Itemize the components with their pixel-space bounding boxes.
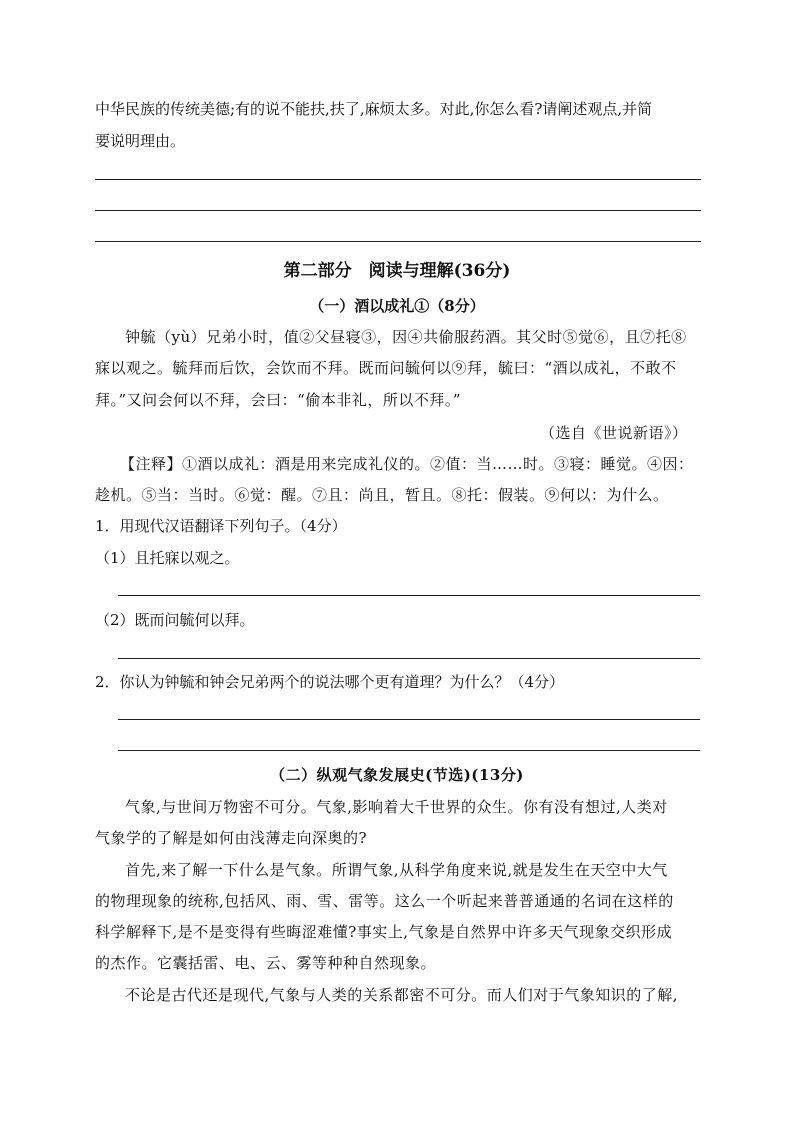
answer-line[interactable] xyxy=(118,658,700,659)
passage-source: （选自《世说新语》） xyxy=(540,424,688,442)
answer-line[interactable] xyxy=(95,241,701,242)
passage-line: 寐以观之。毓拜而后饮，会饮而不拜。既而问毓何以⑨拜，毓曰：“酒以成礼，不敢不 xyxy=(95,359,677,377)
answer-line[interactable] xyxy=(118,719,700,720)
paragraph-line: 不论是古代还是现代,气象与人类的关系都密不可分。而人们对于气象知识的了解, xyxy=(125,986,679,1004)
intro-line-1: 中华民族的传统美德;有的说不能扶,扶了,麻烦太多。对此,你怎么看?请阐述观点,并简 xyxy=(95,100,653,118)
paragraph-line: 气象学的了解是如何由浅薄走向深奥的? xyxy=(95,829,368,847)
section-title: （一）酒以成礼①（8分） xyxy=(309,297,485,315)
answer-line[interactable] xyxy=(118,750,700,751)
question-1: 1．用现代汉语翻译下列句子。（4分） xyxy=(95,517,347,535)
paragraph-line: 气象,与世间万物密不可分。气象,影响着大千世界的众生。你有没有想过,人类对 xyxy=(125,798,668,816)
question-1-2: （2）既而问毓何以拜。 xyxy=(95,611,255,629)
part-title: 第二部分 阅读与理解(36分) xyxy=(283,261,511,281)
answer-line[interactable] xyxy=(118,595,700,596)
paragraph-line: 科学解释下,是不是变得有些晦涩难懂?事实上,气象是自然界中许多天气现象交织形成 xyxy=(95,923,673,941)
intro-line-2: 要说明理由。 xyxy=(95,132,186,150)
paragraph-line: 首先,来了解一下什么是气象。所谓气象,从科学角度来说,就是发生在天空中大气 xyxy=(125,861,668,879)
paragraph-line: 的物理现象的统称,包括风、雨、雪、雷等。这么一个听起来普普通通的名词在这样的 xyxy=(95,892,674,910)
passage-line: 拜。”又问会何以不拜，会曰：“偷本非礼，所以不拜。” xyxy=(95,391,462,409)
section-title: （二）纵观气象发展史(节选)(13分) xyxy=(270,766,524,784)
answer-line[interactable] xyxy=(95,210,701,211)
paragraph-line: 的杰作。它囊括雷、电、云、雾等种种自然现象。 xyxy=(95,954,437,972)
question-2: 2．你认为钟毓和钟会兄弟两个的说法哪个更有道理？为什么？（4分） xyxy=(95,673,565,691)
question-1-1: （1）且托寐以观之。 xyxy=(95,549,240,567)
notes-line: 趁机。⑤当：当时。⑥觉：醒。⑦且：尚且，暂且。⑧托：假装。⑨何以：为什么。 xyxy=(95,486,669,504)
answer-line[interactable] xyxy=(95,179,701,180)
passage-line: 钟毓（yù）兄弟小时，值②父昼寝③，因④共偷服药酒。其父时⑤觉⑥，且⑦托⑧ xyxy=(125,328,687,346)
notes-line: 【注释】①酒以成礼：酒是用来完成礼仪的。②值：当……时。③寝：睡觉。④因： xyxy=(120,455,694,473)
